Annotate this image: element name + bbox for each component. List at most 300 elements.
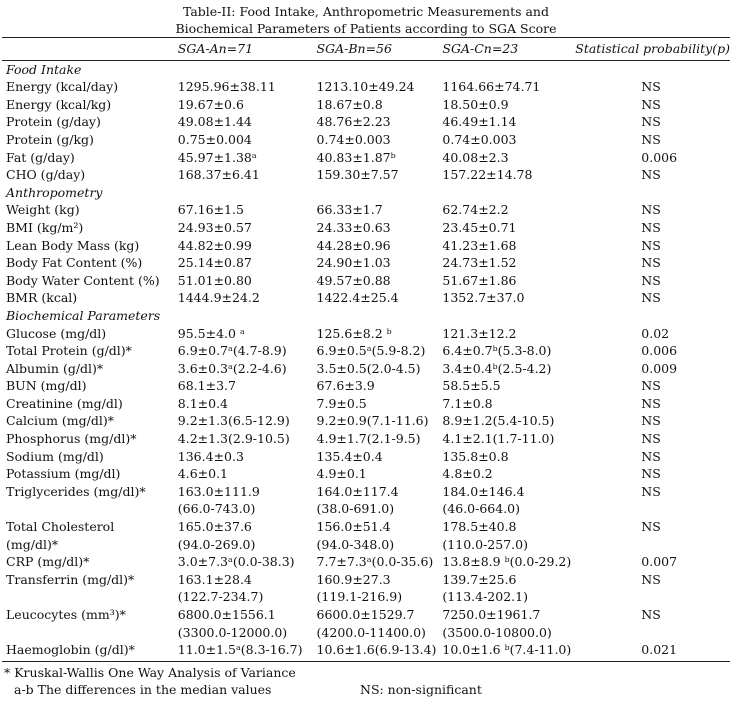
cell-probability-text: NS bbox=[641, 96, 661, 112]
cell-sga-a bbox=[164, 360, 311, 378]
cell-sga-a-text: 25.14±0.87 bbox=[177, 255, 252, 271]
row-label bbox=[2, 237, 164, 255]
cell-sga-b bbox=[311, 412, 437, 430]
row-label-text: Calcium (mg/dl)* bbox=[6, 413, 114, 429]
cell-sga-a-text: 163.1±28.4 bbox=[177, 571, 252, 587]
cell-sga-a-text: (122.7-234.7) bbox=[177, 589, 264, 605]
cell-sga-c-text: 62.74±2.2 bbox=[442, 202, 509, 218]
cell-sga-a-text: 11.0±1.5ᵃ(8.3-16.7) bbox=[177, 642, 303, 658]
cell-sga-b bbox=[311, 465, 437, 483]
section-header-row bbox=[2, 307, 730, 325]
cell-sga-a-text: 4.2±1.3(2.9-10.5) bbox=[177, 431, 290, 447]
cell-sga-a-text: 3.6±0.3ᵃ(2.2-4.6) bbox=[177, 360, 287, 376]
row-label bbox=[2, 201, 164, 219]
cell-sga-a bbox=[164, 518, 311, 553]
cell-sga-a bbox=[164, 377, 311, 395]
cell-probability bbox=[571, 113, 730, 131]
cell-probability bbox=[571, 237, 730, 255]
cell-sga-c bbox=[436, 237, 571, 255]
cell-sga-b bbox=[311, 395, 437, 413]
cell-sga-c bbox=[436, 483, 571, 518]
cell-sga-b bbox=[311, 325, 437, 343]
table-row bbox=[2, 113, 730, 131]
cell-probability-text: NS bbox=[641, 395, 661, 411]
cell-sga-a bbox=[164, 272, 311, 290]
cell-probability-text: NS bbox=[641, 219, 661, 235]
row-label-text: Glucose (mg/dl) bbox=[6, 325, 107, 341]
table-row bbox=[2, 553, 730, 571]
cell-sga-a-text: 67.16±1.5 bbox=[177, 202, 244, 218]
cell-probability-text: NS bbox=[641, 272, 661, 288]
cell-sga-c bbox=[436, 254, 571, 272]
row-label-text: Creatinine (mg/dl) bbox=[6, 395, 123, 411]
header-sga-c: SGA-Cn=23 bbox=[442, 41, 519, 56]
row-label bbox=[2, 465, 164, 483]
caption-line-1: Table-II: Food Intake, Anthropometric Measurements and bbox=[182, 4, 549, 19]
cell-sga-a bbox=[164, 149, 311, 167]
cell-probability-text: NS bbox=[641, 131, 661, 147]
cell-sga-b-text: 40.83±1.87ᵇ bbox=[316, 149, 396, 165]
cell-sga-b bbox=[311, 518, 437, 553]
row-label-text: Transferrin (mg/dl)* bbox=[6, 571, 135, 587]
footnote-median-differences: a-b The differences in the median values bbox=[14, 681, 272, 697]
table-row bbox=[2, 325, 730, 343]
cell-sga-c bbox=[436, 448, 571, 466]
cell-sga-b bbox=[311, 606, 437, 641]
row-label bbox=[2, 219, 164, 237]
cell-sga-a-text: 6800.0±1556.1 bbox=[177, 607, 276, 622]
cell-sga-a-text: 4.6±0.1 bbox=[177, 466, 229, 482]
cell-probability-text: NS bbox=[641, 237, 661, 253]
cell-sga-b bbox=[311, 430, 437, 448]
cell-sga-a bbox=[164, 483, 311, 518]
cell-sga-a bbox=[164, 78, 311, 96]
cell-probability bbox=[571, 131, 730, 149]
cell-sga-b bbox=[311, 553, 437, 571]
cell-probability-text: 0.02 bbox=[641, 325, 670, 341]
cell-sga-c bbox=[436, 201, 571, 219]
row-label-text: Protein (g/kg) bbox=[6, 131, 94, 147]
row-label bbox=[2, 166, 164, 184]
cell-probability bbox=[571, 377, 730, 395]
row-label bbox=[2, 254, 164, 272]
cell-sga-c bbox=[436, 149, 571, 167]
cell-sga-c-text: 4.8±0.2 bbox=[442, 466, 493, 482]
row-label-text: Albumin (g/dl)* bbox=[6, 360, 104, 376]
cell-sga-c bbox=[436, 553, 571, 571]
table-row bbox=[2, 606, 730, 641]
cell-probability-text: NS bbox=[641, 571, 661, 587]
table-row bbox=[2, 518, 730, 553]
row-label-text: Body Water Content (%) bbox=[6, 272, 160, 288]
table-row bbox=[2, 96, 730, 114]
row-label-text: Triglycerides (mg/dl)* bbox=[6, 483, 146, 499]
section-title bbox=[2, 307, 730, 325]
cell-probability bbox=[571, 78, 730, 96]
table-row bbox=[2, 219, 730, 237]
cell-probability-text: NS bbox=[641, 167, 661, 183]
cell-sga-b-text: 125.6±8.2 ᵇ bbox=[316, 325, 392, 341]
cell-sga-a-text: 3.0±7.3ᵃ(0.0-38.3) bbox=[177, 554, 295, 570]
cell-probability bbox=[571, 325, 730, 343]
row-label-text: Sodium (mg/dl) bbox=[6, 448, 104, 464]
cell-sga-b-text: 1213.10±49.24 bbox=[316, 79, 415, 95]
cell-sga-b bbox=[311, 483, 437, 518]
cell-probability-text: NS bbox=[641, 519, 661, 535]
cell-sga-c-text: 6.4±0.7ᵇ(5.3-8.0) bbox=[442, 343, 552, 359]
cell-probability-text: 0.006 bbox=[641, 343, 678, 359]
header-sga-b: SGA-Bn=56 bbox=[316, 41, 392, 56]
cell-sga-c-text: 0.74±0.003 bbox=[442, 131, 517, 147]
cell-sga-c-text: 46.49±1.14 bbox=[442, 114, 517, 130]
cell-sga-b-text: 0.74±0.003 bbox=[316, 131, 391, 147]
cell-sga-b bbox=[311, 201, 437, 219]
cell-sga-a bbox=[164, 606, 311, 641]
cell-sga-b-text: (4200.0-11400.0) bbox=[316, 624, 426, 640]
caption-line-2: Biochemical Parameters of Patients according to SGA Score bbox=[175, 21, 557, 36]
table-row bbox=[2, 342, 730, 360]
cell-sga-c bbox=[436, 606, 571, 641]
table-row bbox=[2, 78, 730, 96]
cell-sga-c bbox=[436, 518, 571, 553]
cell-sga-a-text: 9.2±1.3(6.5-12.9) bbox=[177, 413, 290, 429]
table-row bbox=[2, 641, 730, 661]
footnote-line-2 bbox=[4, 681, 732, 698]
cell-sga-b bbox=[311, 149, 437, 167]
table-row bbox=[2, 237, 730, 255]
cell-sga-a bbox=[164, 325, 311, 343]
row-label-text: Leucocytes (mm³)* bbox=[6, 607, 126, 622]
cell-sga-c bbox=[436, 131, 571, 149]
cell-probability bbox=[571, 395, 730, 413]
header-sga-a: SGA-An=71 bbox=[177, 41, 254, 56]
cell-sga-c-text: 121.3±12.2 bbox=[442, 325, 517, 341]
cell-sga-c-text: 8.9±1.2(5.4-10.5) bbox=[442, 413, 555, 429]
cell-sga-b-text: 4.9±0.1 bbox=[316, 466, 367, 482]
row-label bbox=[2, 325, 164, 343]
cell-sga-b bbox=[311, 272, 437, 290]
cell-sga-c bbox=[436, 219, 571, 237]
cell-sga-c-text: 7.1±0.8 bbox=[442, 395, 493, 411]
cell-sga-a-text: 1444.9±24.2 bbox=[177, 290, 260, 306]
cell-sga-a-text: 6.9±0.7ᵃ(4.7-8.9) bbox=[177, 343, 287, 359]
cell-probability-text: NS bbox=[641, 483, 661, 499]
cell-sga-c-text: 184.0±146.4 bbox=[442, 483, 525, 499]
table-row bbox=[2, 149, 730, 167]
cell-probability bbox=[571, 430, 730, 448]
cell-sga-a bbox=[164, 131, 311, 149]
table-row bbox=[2, 430, 730, 448]
cell-probability bbox=[571, 465, 730, 483]
cell-sga-c-text: 40.08±2.3 bbox=[442, 149, 509, 165]
section-title-text: Anthropometry bbox=[6, 184, 103, 200]
cell-sga-b-text: 18.67±0.8 bbox=[316, 96, 383, 112]
cell-sga-c bbox=[436, 342, 571, 360]
cell-sga-a-text: 8.1±0.4 bbox=[177, 395, 229, 411]
cell-sga-b bbox=[311, 237, 437, 255]
cell-sga-c-text: 51.67±1.86 bbox=[442, 272, 517, 288]
cell-sga-c bbox=[436, 96, 571, 114]
cell-sga-c bbox=[436, 360, 571, 378]
cell-sga-a bbox=[164, 289, 311, 307]
cell-sga-b-text: 6600.0±1529.7 bbox=[316, 607, 415, 622]
cell-sga-c-text: 1352.7±37.0 bbox=[442, 290, 525, 306]
section-header-row bbox=[2, 184, 730, 202]
row-label bbox=[2, 78, 164, 96]
cell-sga-c-text: 157.22±14.78 bbox=[442, 167, 533, 183]
cell-sga-a-text: (94.0-269.0) bbox=[177, 536, 256, 552]
cell-probability bbox=[571, 201, 730, 219]
cell-sga-b bbox=[311, 131, 437, 149]
row-label-text: Protein (g/day) bbox=[6, 114, 101, 130]
cell-sga-a bbox=[164, 412, 311, 430]
cell-sga-a-text: 163.0±111.9 bbox=[177, 483, 260, 499]
cell-sga-b bbox=[311, 289, 437, 307]
row-label bbox=[2, 448, 164, 466]
cell-sga-a-text: (3300.0-12000.0) bbox=[177, 624, 288, 640]
cell-sga-a bbox=[164, 553, 311, 571]
row-label-text: Lean Body Mass (kg) bbox=[6, 237, 140, 253]
cell-sga-a bbox=[164, 219, 311, 237]
cell-sga-b bbox=[311, 219, 437, 237]
row-label bbox=[2, 342, 164, 360]
table-body bbox=[2, 60, 730, 661]
row-label bbox=[2, 96, 164, 114]
cell-sga-a-text: 45.97±1.38ᵃ bbox=[177, 149, 257, 165]
cell-sga-b-text: 44.28±0.96 bbox=[316, 237, 391, 253]
table-row bbox=[2, 571, 730, 606]
table-row bbox=[2, 465, 730, 483]
cell-probability bbox=[571, 360, 730, 378]
row-label-text: CRP (mg/dl)* bbox=[6, 554, 90, 570]
row-label-text: BUN (mg/dl) bbox=[6, 378, 87, 394]
cell-sga-a-text: 24.93±0.57 bbox=[177, 219, 252, 235]
cell-sga-b-text: (38.0-691.0) bbox=[316, 501, 395, 517]
cell-sga-a-text: 136.4±0.3 bbox=[177, 448, 244, 464]
cell-sga-c bbox=[436, 412, 571, 430]
footnote-ns: NS: non-significant bbox=[360, 681, 482, 697]
cell-sga-c-text: 23.45±0.71 bbox=[442, 219, 517, 235]
cell-probability bbox=[571, 219, 730, 237]
cell-sga-a bbox=[164, 430, 311, 448]
cell-sga-c-text: 135.8±0.8 bbox=[442, 448, 509, 464]
cell-sga-c-text: 7250.0±1961.7 bbox=[442, 607, 541, 622]
cell-sga-b-text: 66.33±1.7 bbox=[316, 202, 383, 218]
cell-sga-c bbox=[436, 430, 571, 448]
row-label-text: Fat (g/day) bbox=[6, 149, 75, 165]
row-label bbox=[2, 395, 164, 413]
cell-sga-c-text: 13.8±8.9 ᵇ(0.0-29.2) bbox=[442, 554, 572, 570]
cell-sga-c bbox=[436, 78, 571, 96]
cell-probability-text: NS bbox=[641, 114, 661, 130]
cell-sga-c-text: 4.1±2.1(1.7-11.0) bbox=[442, 431, 555, 447]
cell-probability bbox=[571, 483, 730, 518]
cell-sga-c-text: 41.23±1.68 bbox=[442, 237, 517, 253]
cell-probability-text: NS bbox=[641, 466, 661, 482]
cell-sga-b bbox=[311, 166, 437, 184]
cell-probability-text: NS bbox=[641, 255, 661, 271]
row-label-text: Total Cholesterol bbox=[6, 519, 115, 535]
row-label bbox=[2, 289, 164, 307]
row-label bbox=[2, 641, 164, 661]
cell-probability bbox=[571, 553, 730, 571]
cell-sga-c bbox=[436, 289, 571, 307]
cell-probability-text: NS bbox=[641, 290, 661, 306]
cell-sga-c-text: 10.0±1.6 ᵇ(7.4-11.0) bbox=[442, 642, 572, 658]
row-label bbox=[2, 113, 164, 131]
table-row bbox=[2, 289, 730, 307]
cell-sga-b-text: 24.90±1.03 bbox=[316, 255, 391, 271]
cell-sga-c bbox=[436, 395, 571, 413]
cell-sga-a-text: 51.01±0.80 bbox=[177, 272, 252, 288]
cell-sga-a bbox=[164, 641, 311, 661]
cell-probability-text: NS bbox=[641, 607, 661, 622]
cell-probability-text: NS bbox=[641, 79, 661, 95]
cell-probability bbox=[571, 254, 730, 272]
row-label-text: Body Fat Content (%) bbox=[6, 255, 143, 271]
cell-sga-a bbox=[164, 113, 311, 131]
table-row bbox=[2, 166, 730, 184]
cell-probability-text: NS bbox=[641, 413, 661, 429]
cell-sga-c bbox=[436, 325, 571, 343]
cell-sga-b-text: 3.5±0.5(2.0-4.5) bbox=[316, 360, 421, 376]
cell-sga-b bbox=[311, 360, 437, 378]
section-header-row bbox=[2, 60, 730, 78]
cell-probability-text: 0.021 bbox=[641, 642, 678, 658]
cell-sga-b-text: 156.0±51.4 bbox=[316, 519, 391, 535]
cell-probability bbox=[571, 166, 730, 184]
cell-sga-a bbox=[164, 201, 311, 219]
cell-probability bbox=[571, 149, 730, 167]
row-label-text: Total Protein (g/dl)* bbox=[6, 343, 132, 359]
row-label-text: Potassium (mg/dl) bbox=[6, 466, 121, 482]
cell-sga-c-text: 58.5±5.5 bbox=[442, 378, 501, 394]
cell-sga-b-text: 67.6±3.9 bbox=[316, 378, 375, 394]
table-row bbox=[2, 131, 730, 149]
row-label-text: Phosphorus (mg/dl)* bbox=[6, 431, 137, 447]
table-row bbox=[2, 254, 730, 272]
cell-sga-a-text: (66.0-743.0) bbox=[177, 501, 256, 517]
table-caption bbox=[0, 0, 732, 37]
cell-sga-c-text: (110.0-257.0) bbox=[442, 536, 528, 552]
cell-sga-a-text: 0.75±0.004 bbox=[177, 131, 252, 147]
cell-sga-b-text: 164.0±117.4 bbox=[316, 483, 399, 499]
cell-sga-c bbox=[436, 571, 571, 606]
cell-probability-text: NS bbox=[641, 378, 661, 394]
cell-sga-b bbox=[311, 78, 437, 96]
row-label bbox=[2, 377, 164, 395]
cell-sga-b-text: (119.1-216.9) bbox=[316, 589, 403, 605]
cell-sga-a bbox=[164, 254, 311, 272]
cell-sga-b-text: 7.9±0.5 bbox=[316, 395, 367, 411]
table-row bbox=[2, 448, 730, 466]
cell-sga-b bbox=[311, 342, 437, 360]
cell-sga-b-text: 160.9±27.3 bbox=[316, 571, 391, 587]
cell-sga-c-text: 24.73±1.52 bbox=[442, 255, 517, 271]
footnotes bbox=[0, 662, 732, 698]
table-row bbox=[2, 360, 730, 378]
cell-sga-a bbox=[164, 465, 311, 483]
cell-probability bbox=[571, 289, 730, 307]
cell-sga-c-text: 3.4±0.4ᵇ(2.5-4.2) bbox=[442, 360, 552, 376]
row-label-text: Weight (kg) bbox=[6, 202, 80, 218]
row-label bbox=[2, 272, 164, 290]
cell-sga-c bbox=[436, 166, 571, 184]
cell-probability bbox=[571, 448, 730, 466]
cell-sga-c bbox=[436, 272, 571, 290]
table-row bbox=[2, 201, 730, 219]
cell-probability-text: 0.009 bbox=[641, 360, 678, 376]
sga-table bbox=[2, 37, 730, 662]
cell-probability-text: 0.007 bbox=[641, 554, 678, 570]
cell-probability bbox=[571, 342, 730, 360]
section-title bbox=[2, 60, 730, 78]
row-label-text: (mg/dl)* bbox=[6, 536, 59, 552]
cell-sga-b bbox=[311, 641, 437, 661]
section-title-text: Biochemical Parameters bbox=[6, 307, 161, 323]
cell-probability bbox=[571, 606, 730, 641]
cell-sga-a bbox=[164, 571, 311, 606]
cell-probability bbox=[571, 96, 730, 114]
cell-sga-a bbox=[164, 342, 311, 360]
cell-probability bbox=[571, 412, 730, 430]
cell-sga-a-text: 49.08±1.44 bbox=[177, 114, 252, 130]
cell-sga-c bbox=[436, 113, 571, 131]
table-row bbox=[2, 377, 730, 395]
cell-sga-b-text: 4.9±1.7(2.1-9.5) bbox=[316, 431, 421, 447]
row-label-text: CHO (g/day) bbox=[6, 167, 86, 183]
cell-sga-c bbox=[436, 641, 571, 661]
cell-sga-a bbox=[164, 395, 311, 413]
cell-sga-a-text: 165.0±37.6 bbox=[177, 519, 252, 535]
row-label bbox=[2, 360, 164, 378]
cell-sga-b-text: 49.57±0.88 bbox=[316, 272, 391, 288]
cell-probability bbox=[571, 272, 730, 290]
row-label bbox=[2, 483, 164, 518]
row-label-text: BMI (kg/m²) bbox=[6, 219, 84, 235]
cell-sga-c bbox=[436, 465, 571, 483]
cell-sga-b-text: 135.4±0.4 bbox=[316, 448, 383, 464]
cell-sga-a bbox=[164, 166, 311, 184]
cell-sga-b bbox=[311, 571, 437, 606]
cell-sga-a-text: 68.1±3.7 bbox=[177, 378, 236, 394]
cell-sga-b bbox=[311, 113, 437, 131]
cell-probability-text: NS bbox=[641, 431, 661, 447]
row-label bbox=[2, 606, 164, 641]
row-label bbox=[2, 518, 164, 553]
cell-sga-c bbox=[436, 377, 571, 395]
header-row bbox=[2, 38, 730, 61]
cell-sga-b-text: 10.6±1.6(6.9-13.4) bbox=[316, 642, 437, 658]
cell-sga-c-text: 178.5±40.8 bbox=[442, 519, 517, 535]
cell-sga-b bbox=[311, 254, 437, 272]
cell-sga-a bbox=[164, 237, 311, 255]
table-row bbox=[2, 412, 730, 430]
cell-sga-a-text: 95.5±4.0 ᵃ bbox=[177, 325, 245, 341]
row-label bbox=[2, 571, 164, 606]
cell-sga-b-text: 1422.4±25.4 bbox=[316, 290, 399, 306]
row-label-text: Haemoglobin (g/dl)* bbox=[6, 642, 135, 658]
table-row bbox=[2, 483, 730, 518]
cell-sga-a-text: 19.67±0.6 bbox=[177, 96, 244, 112]
header-probability: Statistical probability(p) bbox=[575, 41, 730, 56]
row-label bbox=[2, 412, 164, 430]
row-label-text: Energy (kcal/day) bbox=[6, 79, 119, 95]
cell-sga-b-text: 7.7±7.3ᵃ(0.0-35.6) bbox=[316, 554, 434, 570]
header-label-column bbox=[2, 38, 164, 61]
cell-sga-a-text: 1295.96±38.11 bbox=[177, 79, 276, 95]
table-row bbox=[2, 272, 730, 290]
